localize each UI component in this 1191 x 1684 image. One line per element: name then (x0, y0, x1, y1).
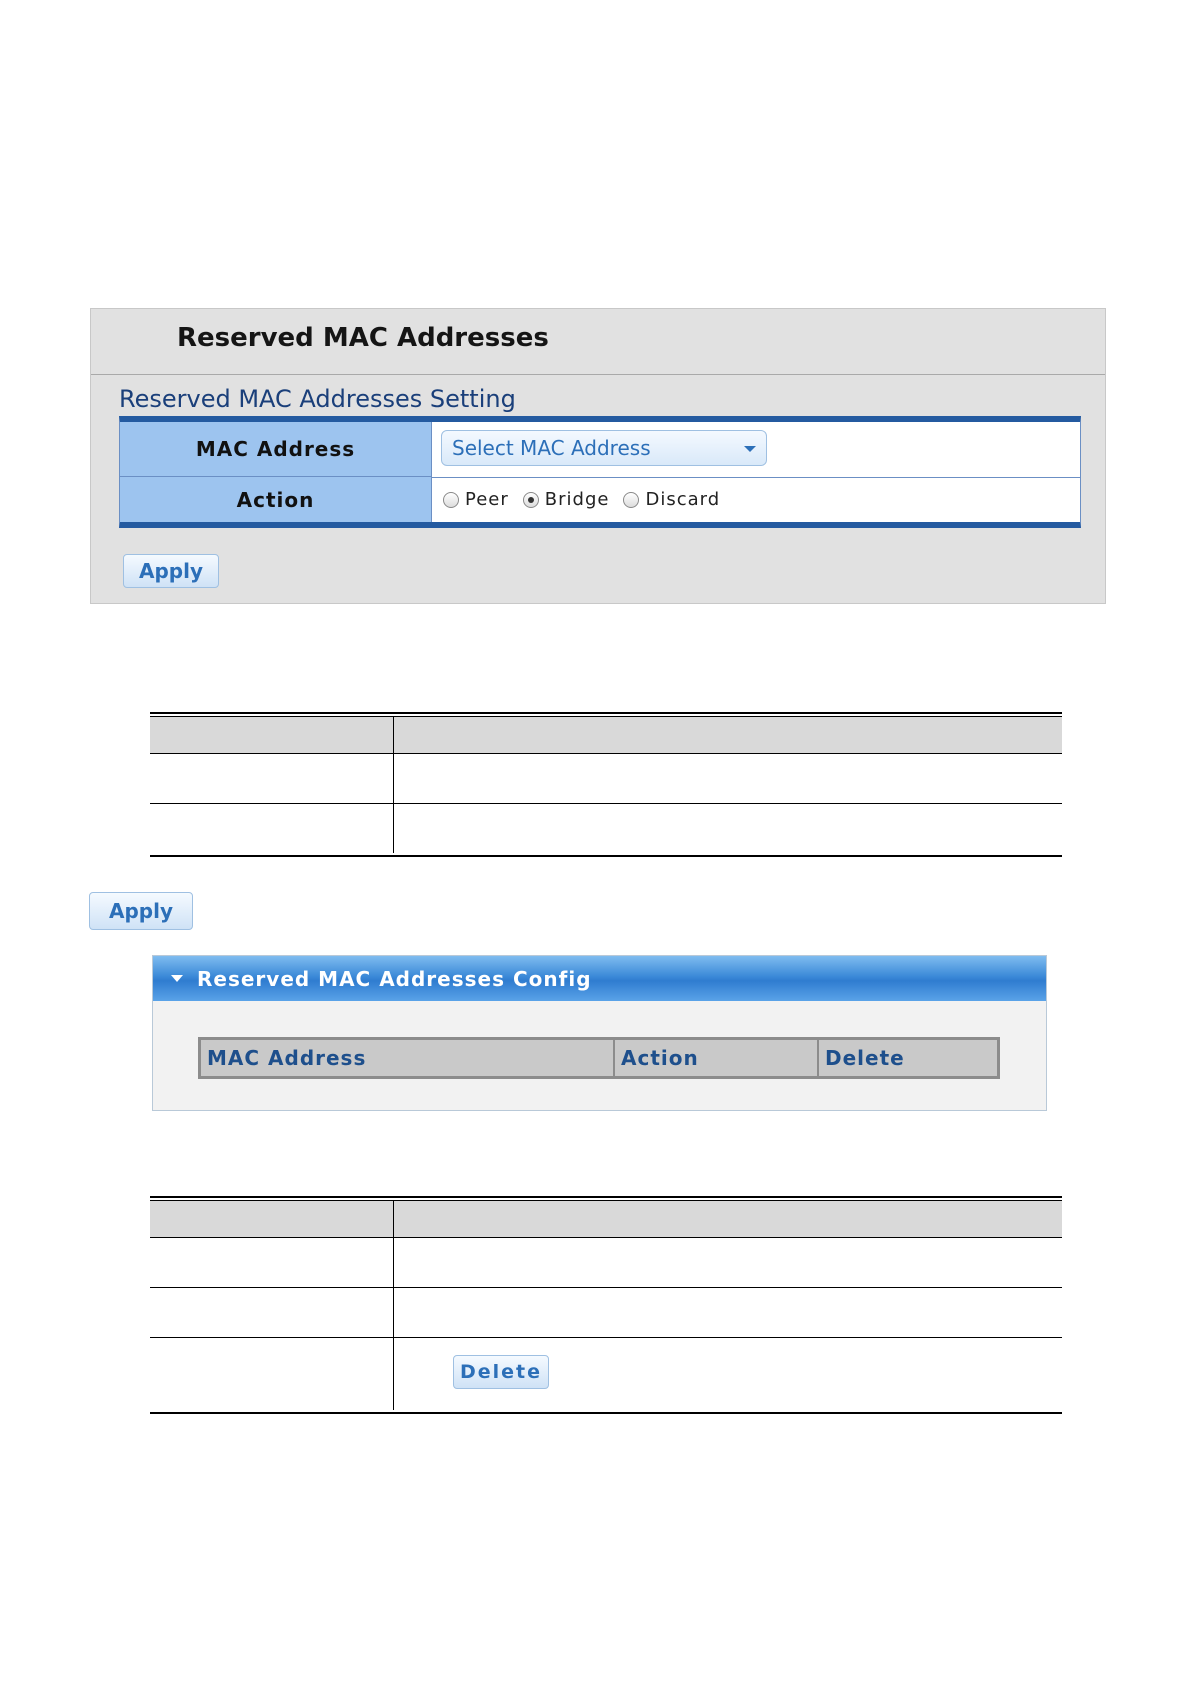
mac-address-label: MAC Address (120, 422, 431, 477)
column-delete: Delete (825, 1046, 905, 1070)
apply-button-2[interactable]: Apply (89, 892, 193, 930)
reserved-mac-config-panel (152, 955, 1047, 1111)
description-table-1 (150, 712, 1062, 857)
reserved-mac-panel (90, 308, 1106, 604)
radio-discard-label[interactable]: Discard (645, 489, 721, 510)
config-header[interactable] (153, 956, 1046, 1001)
action-radio-group (443, 489, 734, 510)
mac-address-select[interactable] (441, 430, 767, 466)
radio-bridge-label[interactable]: Bridge (544, 489, 610, 510)
apply-button[interactable]: Apply (123, 554, 219, 588)
cell-divider (431, 422, 432, 522)
table-row (150, 1338, 1062, 1410)
table-header (150, 716, 1062, 754)
collapse-caret-icon[interactable] (171, 975, 183, 982)
table-row (150, 804, 1062, 853)
action-label: Action (120, 477, 431, 522)
radio-bridge[interactable] (523, 492, 539, 508)
title-divider (91, 374, 1105, 375)
config-table-header (198, 1037, 1000, 1079)
chevron-down-icon (744, 446, 756, 452)
table-row (150, 1288, 1062, 1338)
radio-peer-label[interactable]: Peer (465, 489, 509, 510)
table-header (150, 1200, 1062, 1238)
radio-discard[interactable] (623, 492, 639, 508)
table-row (150, 1238, 1062, 1288)
column-mac-address: MAC Address (201, 1040, 615, 1076)
row-divider (431, 477, 1080, 478)
settings-table (119, 416, 1081, 528)
section-title: Reserved MAC Addresses Setting (119, 385, 516, 413)
table-row (150, 754, 1062, 804)
description-table-2 (150, 1196, 1062, 1414)
mac-select-value: Select MAC Address (452, 436, 651, 460)
radio-peer[interactable] (443, 492, 459, 508)
page-title: Reserved MAC Addresses (177, 323, 549, 353)
delete-button[interactable]: Delete (453, 1355, 549, 1389)
column-action: Action (615, 1040, 819, 1076)
config-title: Reserved MAC Addresses Config (197, 966, 592, 991)
